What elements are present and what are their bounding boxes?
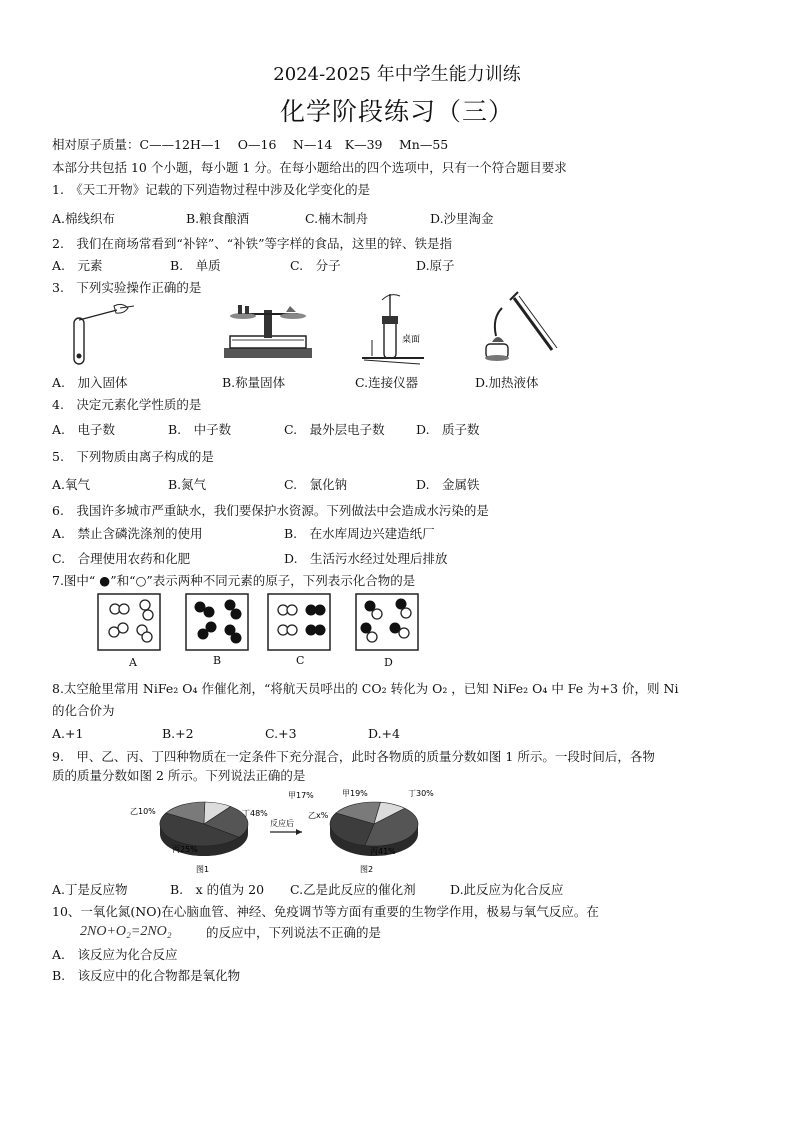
q8-option-a: A.+1 [52,726,84,741]
pie1-label-bing: 丙25% [172,845,198,854]
q9-pie-charts [120,782,450,876]
q9-option-b: B. x 的值为 20 [170,882,265,897]
q3-option-c: C.连接仪器 [355,375,419,390]
q5-option-b: B.氮气 [168,477,207,492]
exam-title: 化学阶段练习（三） [279,97,514,126]
pie2-label-bing: 丙41% [370,847,396,856]
q5-option-c: C. 氯化钠 [284,477,348,492]
q10-stem: 10、一氧化氮(NO)在心脑血管、神经、免疫调节等方面有重要的生物学作用，极易与氧气反应。在 [52,904,599,919]
q3-option-d: D.加热液体 [475,375,539,390]
q7-box-b [186,594,248,650]
atomic-mass-line: 相对原子质量：C——12H—1 O—16 N—14 K—39 Mn—55 [52,137,449,152]
q7-box-d [356,594,418,650]
exam-series-title: 2024-2025 年中学生能力训练 [273,64,521,85]
pie2-label-jia: 甲19% [342,789,368,798]
pie2-title: 图2 [360,865,374,874]
q2-stem: 2. 我们在商场常看到“补锌”、“补铁”等字样的食品，这里的锌、铁是指 [52,236,452,251]
q5-option-d: D. 金属铁 [416,477,480,492]
q3-option-a: A. 加入固体 [52,375,128,390]
section-intro: 本部分共包括 10 个小题，每小题 1 分。在每小题给出的四个选项中，只有一个符合题目要求 [52,160,567,175]
q7-box-c [268,594,330,650]
fig-label-desktop: 桌面 [402,335,421,345]
q2-option-c: C. 分子 [290,258,341,273]
q9-stem-line2: 质的质量分数如图 2 所示。下列说法正确的是 [52,768,306,783]
pie1-title: 图1 [196,865,210,874]
q4-option-b: B. 中子数 [168,422,232,437]
pie1-label-jia: 甲17% [288,791,314,800]
q6-stem: 6. 我国许多城市严重缺水，我们要保护水资源。下列做法中会造成水污染的是 [52,503,489,518]
q8-option-c: C.+3 [265,726,297,741]
pie2-label-yi: 乙x% [308,811,329,820]
q10-option-a: A. 该反应为化合反应 [52,947,178,962]
q4-option-c: C. 最外层电子数 [284,422,385,437]
q7-label-b: B [213,654,222,667]
pie2-label-ding: 丁30% [408,789,434,798]
fig-add-solid-illustration [62,296,142,368]
q2-option-a: A. 元素 [52,258,103,273]
q7-label-a: A [129,656,137,669]
q8-stem-line2: 的化合价为 [52,703,115,718]
q1-option-d: D.沙里淘金 [430,211,494,226]
q1-option-c: C.楠木制舟 [305,211,369,226]
q5-option-a: A.氧气 [52,477,91,492]
q1-stem: 1. 《天工开物》记载的下列造物过程中涉及化学变化的是 [52,182,371,197]
q4-option-d: D. 质子数 [416,422,480,437]
q1-option-b: B.粮食酿酒 [186,211,250,226]
q4-option-a: A. 电子数 [52,422,116,437]
q6-option-c: C. 合理使用农药和化肥 [52,551,191,566]
reaction-arrow-label: 反应后 [270,819,294,828]
q10-stem-tail: 的反应中，下列说法不正确的是 [206,925,382,940]
q1-option-a: A.棉线织布 [52,211,116,226]
fig-heat-liquid-illustration [474,288,564,370]
pie1-label-yi: 乙10% [130,807,156,816]
fig-balance-scale-illustration [218,292,318,362]
q9-option-a: A.丁是反应物 [52,882,128,897]
q9-option-c: C.乙是此反应的催化剂 [290,882,416,897]
q6-option-b: B. 在水库周边兴建造纸厂 [284,526,435,541]
q3-stem: 3. 下列实验操作正确的是 [52,280,202,295]
q8-option-b: B.+2 [162,726,194,741]
q8-stem-line1: 8.太空舱里常用 NiFe₂ O₄ 作催化剂，“将航天员呼出的 CO₂ 转化为 O₂ ，已知 NiFe₂ O₄ 中 Fe 为+3 价，则 Ni [52,681,679,696]
q7-label-d: D [384,656,393,669]
q2-option-b: B. 单质 [170,258,221,273]
q9-stem-line1: 9. 甲、乙、丙、丁四种物质在一定条件下充分混合，此时各物质的质量分数如图 1 所示。一段时间后，各物 [52,749,655,764]
q2-option-d: D.原子 [416,258,455,273]
q6-option-a: A. 禁止含磷洗涤剂的使用 [52,526,203,541]
pie1-label-ding: 丁48% [242,809,268,818]
q7-box-a [98,594,160,650]
q7-stem: 7.图中“ ●”和“○”表示两种不同元素的原子，下列表示化合物的是 [52,573,416,588]
q5-stem: 5. 下列物质由离子构成的是 [52,449,214,464]
q3-option-b: B.称量固体 [222,375,286,390]
q10-option-b: B. 该反应中的化合物都是氧化物 [52,968,241,983]
q7-label-c: C [296,654,305,667]
q6-option-d: D. 生活污水经过处理后排放 [284,551,448,566]
fig-connect-apparatus-illustration [362,290,432,368]
q4-stem: 4. 决定元素化学性质的是 [52,397,202,412]
q10-equation: 2NO+O₂=2NO₂ [80,924,172,939]
q8-option-d: D.+4 [368,726,400,741]
q9-option-d: D.此反应为化合反应 [450,882,564,897]
